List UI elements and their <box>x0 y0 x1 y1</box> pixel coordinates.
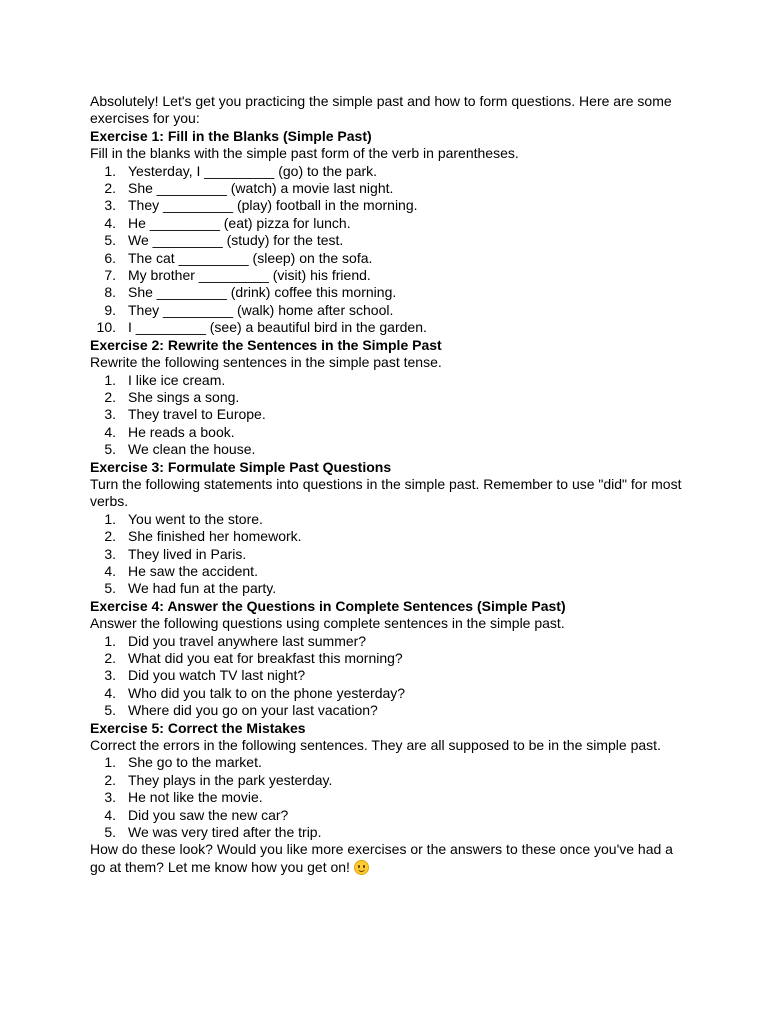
list-item-number: 4. <box>104 214 116 231</box>
list-item-text: She _________ (watch) a movie last night. <box>128 180 394 197</box>
list-item <box>90 250 690 267</box>
list-item-number: 5. <box>104 232 116 249</box>
list-item-text: I _________ (see) a beautiful bird in the garden. <box>128 319 427 336</box>
exercise-2-title: Exercise 2: Rewrite the Sentences in the Simple Past <box>90 336 442 353</box>
list-item-text: They travel to Europe. <box>128 406 266 423</box>
list-item <box>90 511 690 528</box>
list-item-text: She go to the market. <box>128 754 262 771</box>
list-item <box>90 406 690 423</box>
list-item-text: Where did you go on your last vacation? <box>128 702 378 719</box>
list-item <box>90 215 690 232</box>
list-item <box>90 633 690 650</box>
list-item <box>90 824 690 841</box>
list-item <box>90 232 690 249</box>
list-item-number: 3. <box>104 667 116 684</box>
list-item <box>90 807 690 824</box>
exercise-1-list <box>90 163 690 337</box>
list-item-text: He saw the accident. <box>128 562 258 579</box>
list-item <box>90 754 690 771</box>
exercise-2-instructions: Rewrite the following sentences in the simple past tense. <box>90 354 442 371</box>
list-item <box>90 267 690 284</box>
list-item <box>90 302 690 319</box>
exercise-5-title: Exercise 5: Correct the Mistakes <box>90 719 306 736</box>
list-item <box>90 284 690 301</box>
list-item-number: 3. <box>104 545 116 562</box>
exercise-5-instructions: Correct the errors in the following sentences. They are all supposed to be in the simple past. <box>90 737 661 754</box>
exercise-3-title: Exercise 3: Formulate Simple Past Questions <box>90 458 392 475</box>
list-item-number: 1. <box>104 162 116 179</box>
list-item-number: 6. <box>104 249 116 266</box>
list-item-number: 2. <box>104 180 116 197</box>
exercise-1-instructions: Fill in the blanks with the simple past form of the verb in parentheses. <box>90 145 519 162</box>
list-item-number: 3. <box>104 789 116 806</box>
list-item-number: 1. <box>104 371 116 388</box>
list-item <box>90 372 690 389</box>
list-item <box>90 197 690 214</box>
list-item-number: 3. <box>104 406 116 423</box>
exercise-4-title: Exercise 4: Answer the Questions in Complete Sentences (Simple Past) <box>90 597 566 614</box>
list-item-text: They lived in Paris. <box>128 545 247 562</box>
list-item-number: 7. <box>104 267 116 284</box>
list-item-text: He reads a book. <box>128 423 235 440</box>
list-item <box>90 319 690 336</box>
list-item <box>90 546 690 563</box>
smiling-face-icon <box>354 860 369 875</box>
list-item-number: 4. <box>104 423 116 440</box>
list-item-number: 1. <box>104 754 116 771</box>
list-item-number: 5. <box>104 441 116 458</box>
list-item-number: 5. <box>104 580 116 597</box>
list-item <box>90 424 690 441</box>
list-item-text: My brother _________ (visit) his friend. <box>128 267 371 284</box>
list-item <box>90 528 690 545</box>
list-item-text: Did you saw the new car? <box>128 806 289 823</box>
list-item-text: We had fun at the party. <box>128 580 277 597</box>
list-item-text: He not like the movie. <box>128 789 263 806</box>
list-item-number: 2. <box>104 528 116 545</box>
list-item <box>90 563 690 580</box>
list-item-text: They plays in the park yesterday. <box>128 771 333 788</box>
list-item-number: 5. <box>104 824 116 841</box>
list-item-number: 2. <box>104 650 116 666</box>
exercise-2-list <box>90 372 690 459</box>
list-item <box>90 389 690 406</box>
list-item-text: Did you watch TV last night? <box>128 667 306 684</box>
list-item-text: She _________ (drink) coffee this morning. <box>128 284 397 301</box>
list-item-text: Yesterday, I _________ (go) to the park. <box>128 162 378 179</box>
exercises-container <box>90 128 690 842</box>
list-item-text: We clean the house. <box>128 441 256 458</box>
list-item-text: Who did you talk to on the phone yesterday? <box>128 684 406 701</box>
list-item-number: 4. <box>104 684 116 701</box>
list-item-number: 2. <box>104 388 116 405</box>
exercise-1-title: Exercise 1: Fill in the Blanks (Simple Past) <box>90 127 372 144</box>
list-item-text: What did you eat for breakfast this morning? <box>128 650 403 666</box>
list-item <box>90 772 690 789</box>
list-item-text: They _________ (play) football in the morning. <box>128 197 418 214</box>
list-item <box>90 702 690 719</box>
exercise-4-instructions: Answer the following questions using complete sentences in the simple past. <box>90 615 565 632</box>
exercise-3-list <box>90 511 690 598</box>
list-item-text: He _________ (eat) pizza for lunch. <box>128 214 351 231</box>
list-item-text: She sings a song. <box>128 388 240 405</box>
list-item-text: They _________ (walk) home after school. <box>128 301 394 318</box>
list-item-text: You went to the store. <box>128 510 263 527</box>
list-item-number: 1. <box>104 632 116 649</box>
list-item <box>90 441 690 458</box>
list-item <box>90 685 690 702</box>
document-page <box>90 93 690 876</box>
list-item-text: We was very tired after the trip. <box>128 824 322 841</box>
exercise-5-list <box>90 754 690 841</box>
list-item-number: 1. <box>104 510 116 527</box>
list-item-number: 2. <box>104 771 116 788</box>
list-item-text: The cat _________ (sleep) on the sofa. <box>128 249 373 266</box>
list-item <box>90 180 690 197</box>
list-item-number: 5. <box>104 702 116 719</box>
exercise-4-list <box>90 633 690 720</box>
outro-paragraph <box>90 841 690 876</box>
list-item-text: Did you travel anywhere last summer? <box>128 632 367 649</box>
list-item <box>90 163 690 180</box>
list-item-text: We _________ (study) for the test. <box>128 232 344 249</box>
list-item-number: 10. <box>96 319 116 336</box>
list-item <box>90 789 690 806</box>
list-item-number: 9. <box>104 301 116 318</box>
list-item-number: 3. <box>104 197 116 214</box>
list-item-number: 4. <box>104 562 116 579</box>
exercise-3-instructions: Turn the following statements into questions in the simple past. Remember to use "did" for most verbs. <box>90 475 682 510</box>
list-item <box>90 667 690 684</box>
list-item <box>90 650 690 667</box>
list-item-number: 4. <box>104 806 116 823</box>
intro-paragraph: Absolutely! Let's get you practicing the simple past and how to form questions. Here are some exercises for you: <box>90 93 672 127</box>
list-item <box>90 580 690 597</box>
list-item-number: 8. <box>104 284 116 301</box>
outro-text: How do these look? Would you like more exercises or the answers to these once you've had a go at them? Let me know how you get on! <box>90 841 673 875</box>
list-item-text: I like ice cream. <box>128 371 226 388</box>
list-item-text: She finished her homework. <box>128 528 302 545</box>
